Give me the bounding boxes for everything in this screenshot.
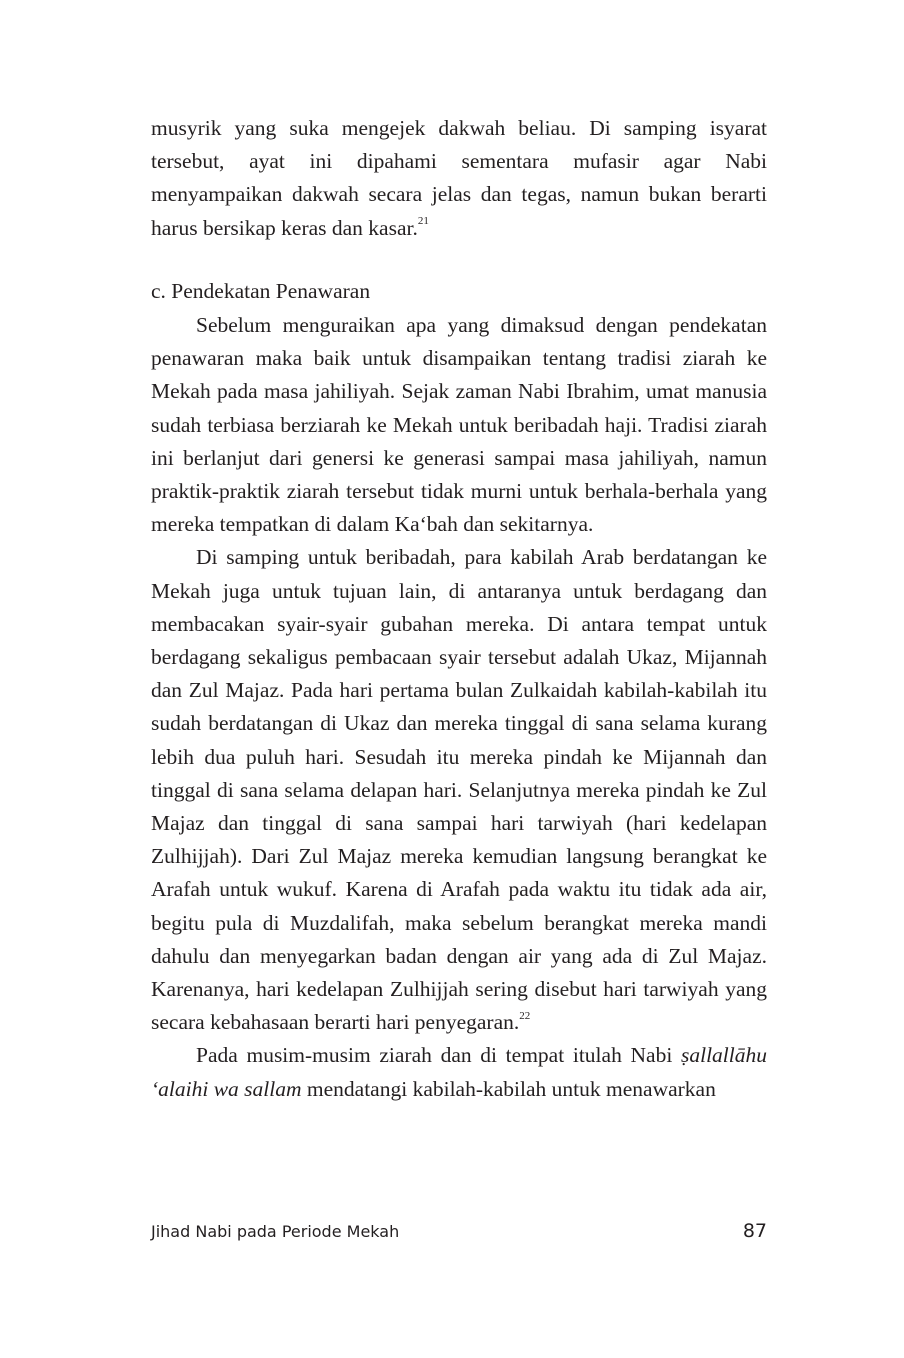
section-heading: c. Pendekatan Penawaran	[151, 279, 371, 303]
italic-honorific: ṣallallāhu ‘alaihi wa sallam	[151, 1043, 767, 1101]
footnote-marker[interactable]: 22	[519, 1010, 531, 1023]
paragraph-text: musyrik yang suka mengejek dakwah beliau. Di samping isyarat tersebut, ayat ini dipahami sementara mufasir agar Nabi menyampaikan dakwah secara jelas dan tegas, namun bukan berarti harus bersikap keras dan kasar.	[151, 116, 767, 240]
paragraph-text: Pada musim-musim ziarah dan di tempat itulah Nabi	[196, 1043, 681, 1068]
paragraph-text: mendatangi kabilah-kabilah untuk menawarkan	[301, 1076, 716, 1101]
top-text-block	[151, 112, 767, 245]
page-number: 87	[742, 1220, 767, 1242]
paragraph-text: Di samping untuk beribadah, para kabilah Arab berdatangan ke Mekah juga untuk tujuan lain, di antaranya untuk berdagang dan membacakan syair-syair gubahan mereka. Di antara tempat untuk berdagang sekaligus pembacaan syair tersebut adalah Ukaz, Mijannah dan Zul Majaz. Pada hari pertama bulan Zulkaidah kabilah-kabilah itu sudah berdatangan di Ukaz dan mereka tinggal di sana selama kurang lebih dua puluh hari. Sesudah itu mereka pindah ke Mijannah dan tinggal di sana selama delapan hari. Selanjutnya mereka pindah ke Zul Majaz dan tinggal di sana sampai hari tarwiyah (hari kedelapan Zulhijjah). Dari Zul Majaz mereka kemudian langsung berangkat ke Arafah untuk wukuf. Karena di Arafah pada waktu itu tidak ada air, begitu pula di Muzdalifah, maka sebelum berangkat mereka mandi dahulu dan menyegarkan badan dengan air yang ada di Zul Majaz. Karenanya, hari kedelapan Zulhijjah sering disebut hari tarwiyah yang secara kebahasaan berarti hari penyegaran.	[151, 545, 767, 1035]
paragraph-text: Sebelum menguraikan apa yang dimaksud dengan pendekatan penawaran maka baik untuk disampaikan tentang tradisi ziarah ke Mekah pada masa jahiliyah. Sejak zaman Nabi Ibrahim, umat manusia sudah terbiasa berziarah ke Mekah untuk beribadah haji. Tradisi ziarah ini berlanjut dari genersi ke generasi sampai masa jahiliyah, namun praktik-praktik ziarah tersebut tidak murni untuk berhala-berhala yang mereka tempatkan di dalam Ka‘bah dan sekitarnya.	[151, 313, 767, 537]
paragraph	[151, 1039, 767, 1105]
page-footer	[151, 1220, 767, 1242]
paragraph	[151, 309, 767, 541]
running-title: Jihad Nabi pada Periode Mekah	[151, 1222, 400, 1241]
paragraph-continuation	[151, 112, 767, 245]
main-text-block	[151, 309, 767, 1106]
paragraph	[151, 541, 767, 1039]
footnote-marker[interactable]: 21	[417, 215, 429, 228]
